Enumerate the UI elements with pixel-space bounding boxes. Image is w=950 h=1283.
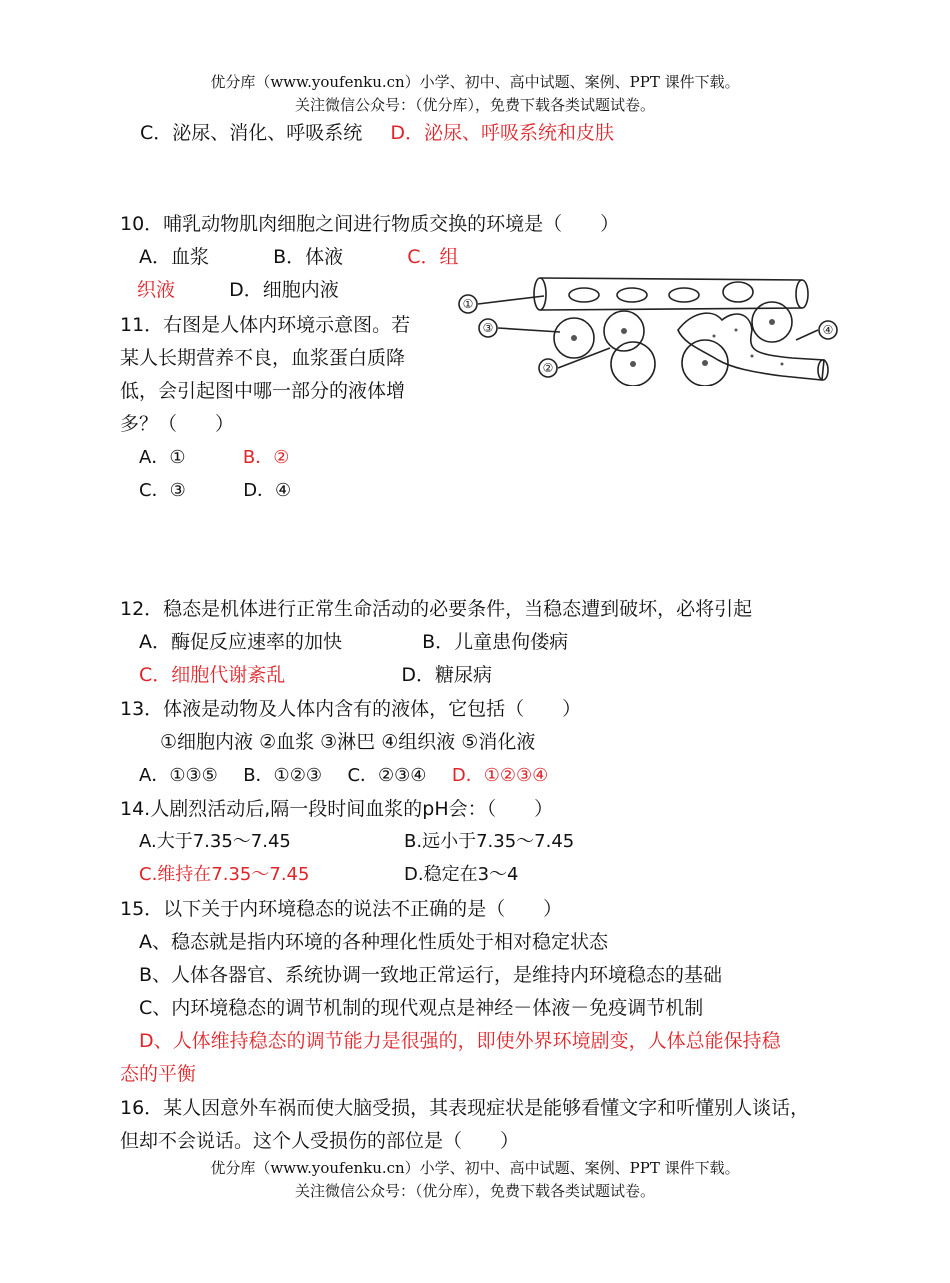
page-header-line-2: 关注微信公众号：（优分库），免费下载各类试题试卷。: [294, 96, 655, 114]
cell-nucleus: [571, 335, 577, 341]
q11-stem-line-2: 某人长期营养不良，血浆蛋白质降: [120, 347, 406, 369]
q11-stem-line-1: 11．右图是人体内环境示意图。若: [120, 314, 411, 336]
q11-options-row1: [139, 446, 289, 470]
q15-option-d-answer-line-2: 态的平衡: [120, 1063, 197, 1085]
q13-option-d-answer: D．①②③④: [451, 765, 549, 786]
q15-option-a: A、稳态就是指内环境的各种理化性质处于相对稳定状态: [139, 931, 608, 953]
label-4-leader: [796, 330, 818, 340]
lymph-dot: [751, 355, 754, 358]
q13-stem: 13．体液是动物及人体内含有的液体，它包括（ ）: [120, 698, 582, 720]
q10-stem: 10．哺乳动物肌肉细胞之间进行物质交换的环境是（ ）: [120, 213, 620, 235]
q10-option-a: A．血浆: [139, 246, 209, 268]
q10-option-c-answer-part2: 织液: [137, 279, 176, 301]
q14-option-b: B.远小于7.35～7.45: [404, 831, 575, 852]
blood-cell: [569, 288, 599, 302]
capillary-right-end: [796, 280, 808, 308]
capillary-left-end: [534, 278, 546, 310]
label-3-leader: [498, 328, 560, 332]
q13-option-a: A．①③⑤: [139, 765, 218, 786]
cell-nucleus: [630, 361, 636, 367]
q15-option-c: C、内环境稳态的调节机制的现代观点是神经－体液－免疫调节机制: [139, 997, 704, 1019]
q10-options-row2: [137, 278, 339, 302]
q13-option-c: C．②③④: [347, 765, 427, 786]
page-header-line-1: 优分库（www.youfenku.cn）小学、初中、高中试题、案例、PPT 课件下载。: [210, 73, 740, 91]
q11-stem-line-4: 多？（ ）: [120, 413, 235, 435]
q11-stem-line-3: 低，会引起图中哪一部分的液体增: [120, 380, 406, 402]
q12-stem: 12．稳态是机体进行正常生命活动的必要条件，当稳态遭到破坏，必将引起: [120, 598, 753, 620]
label-4-text: ④: [822, 323, 834, 337]
q9-option-c: C．泌尿、消化、呼吸系统: [140, 122, 363, 144]
q12-options-row1: [139, 630, 568, 654]
blood-cell: [617, 288, 647, 302]
page-footer-line-2: 关注微信公众号：（优分库），免费下载各类试题试卷。: [294, 1182, 655, 1200]
q11-option-d: D．④: [243, 480, 292, 501]
q9-option-d-answer: D．泌尿、呼吸系统和皮肤: [390, 122, 615, 144]
label-2-text: ②: [542, 361, 554, 375]
q9-options: [140, 121, 614, 145]
page-footer-line-1: 优分库（www.youfenku.cn）小学、初中、高中试题、案例、PPT 课件下载。: [210, 1159, 740, 1177]
q15-stem: 15．以下关于内环境稳态的说法不正确的是（ ）: [120, 898, 563, 920]
lymph-dot: [735, 329, 738, 332]
q12-options-row2: [139, 663, 492, 687]
lymphatic-vessel: [678, 313, 824, 380]
label-2-leader: [558, 348, 610, 368]
q15-option-d-answer-line-1: D、人体维持稳态的调节能力是很强的，即使外界环境剧变，人体总能保持稳: [139, 1030, 781, 1052]
q11-option-c: C．③: [139, 480, 186, 501]
cell-nucleus: [621, 328, 627, 334]
q12-option-c-answer: C．细胞代谢紊乱: [139, 664, 286, 686]
label-1-text: ①: [462, 297, 474, 311]
blood-cell: [723, 282, 753, 302]
cell-nucleus: [702, 360, 708, 366]
q16-stem-line-1: 16．某人因意外车祸而使大脑受损，其表现症状是能够看懂文字和听懂别人谈话，: [120, 1097, 810, 1119]
q12-option-b: B．儿童患佝偻病: [422, 631, 569, 653]
q15-option-b: B、人体各器官、系统协调一致地正常运行，是维持内环境稳态的基础: [139, 964, 723, 986]
lymph-dot: [781, 363, 784, 366]
q13-option-b: B．①②③: [243, 765, 322, 786]
q10-option-c-answer-part1: C．组: [407, 246, 459, 268]
q10-option-d: D．细胞内液: [229, 279, 339, 301]
q13-options: [139, 764, 548, 788]
q11-option-a: A．①: [139, 447, 186, 468]
q16-stem-line-2: 但却不会说话。这个人受损伤的部位是（ ）: [120, 1130, 520, 1152]
q13-items: ①细胞内液 ②血浆 ③淋巴 ④组织液 ⑤消化液: [160, 731, 536, 753]
cell-nucleus: [769, 319, 775, 325]
q10-options-row1: [139, 245, 459, 269]
q10-option-b: B．体液: [273, 246, 344, 268]
lymph-dot: [713, 335, 716, 338]
q14-option-d: D.稳定在3～4: [404, 864, 519, 885]
q12-option-d: D．糖尿病: [401, 664, 493, 686]
q14-option-a: A.大于7.35～7.45: [139, 831, 291, 852]
q14-stem: 14.人剧烈活动后,隔一段时间血浆的pH会：（ ）: [120, 798, 554, 820]
q11-options-row2: [139, 479, 291, 503]
q12-option-a: A．酶促反应速率的加快: [139, 631, 342, 653]
label-3-text: ③: [482, 321, 494, 335]
q14-option-c-answer: C.维持在7.35～7.45: [139, 864, 310, 885]
internal-environment-diagram: [452, 268, 844, 386]
blood-cell: [669, 288, 699, 302]
q11-option-b-answer: B．②: [242, 447, 290, 468]
